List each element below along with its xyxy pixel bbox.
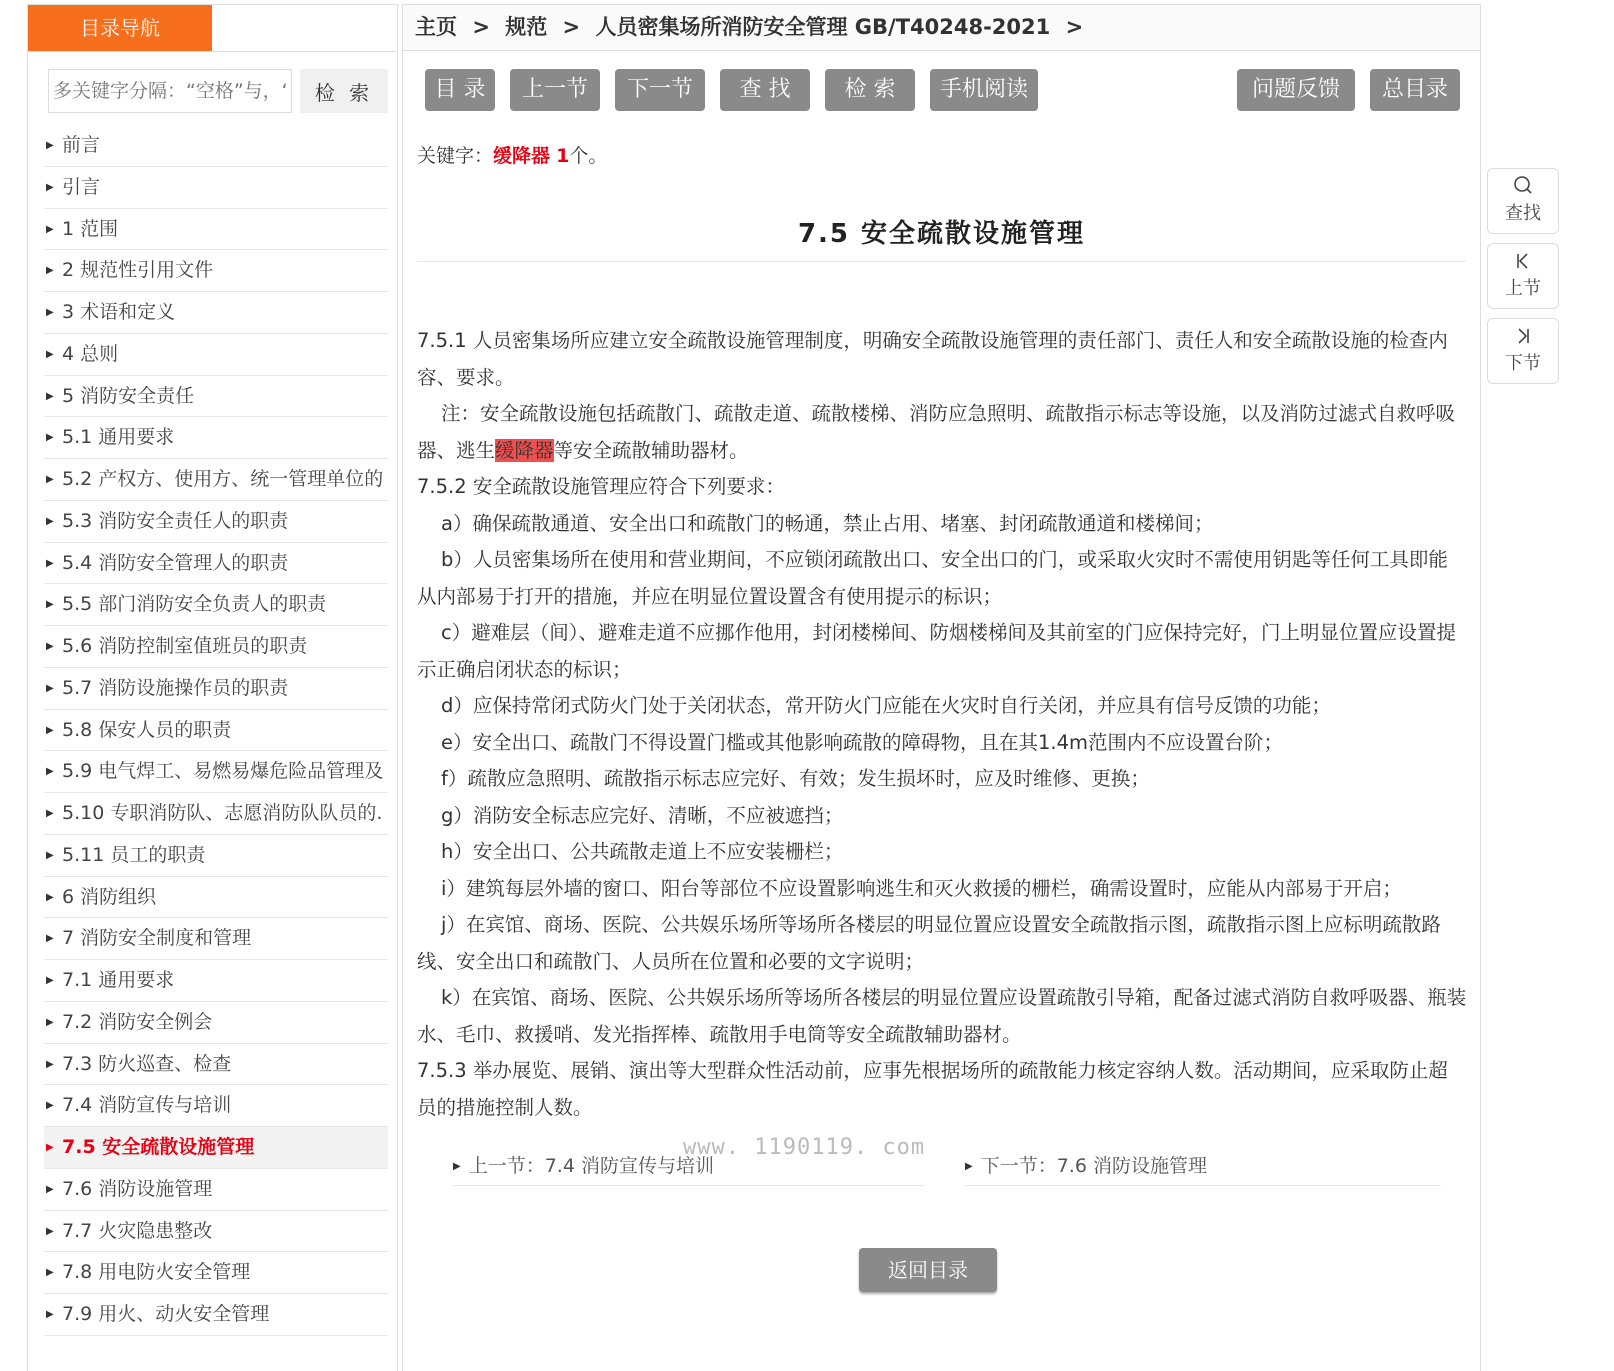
toc-item[interactable] xyxy=(44,918,388,960)
triangle-right-icon: ▶ xyxy=(46,724,54,736)
toc-item-label: 5.9 电气焊工、易燃易爆危险品管理及 xyxy=(62,760,384,783)
toc-item[interactable] xyxy=(44,1085,388,1127)
triangle-right-icon: ▶ xyxy=(46,1058,54,1070)
toc-item[interactable] xyxy=(44,960,388,1002)
toc-item[interactable] xyxy=(44,1044,388,1086)
toc-item[interactable] xyxy=(44,334,388,376)
keyword-prefix: 关键字： xyxy=(417,145,494,167)
list-item-a: a）确保疏散通道、安全出口和疏散门的畅通，禁止占用、堵塞、封闭疏散通道和楼梯间； xyxy=(441,511,1214,535)
toc-item[interactable] xyxy=(44,668,388,710)
toc-item-label: 7.8 用电防火安全管理 xyxy=(62,1261,251,1284)
search-icon xyxy=(1488,173,1558,199)
toc-item-label: 5.2 产权方、使用方、统一管理单位的 xyxy=(62,468,384,490)
toc-item-label: 7.9 用火、动火安全管理 xyxy=(62,1303,270,1325)
toc-item-label: 5.4 消防安全管理人的职责 xyxy=(62,551,289,574)
toc-item-label: 5.10 专职消防队、志愿消防队队员的. xyxy=(62,802,383,824)
breadcrumb-separator: > xyxy=(562,15,581,39)
toc-list xyxy=(44,125,388,1336)
toc-item[interactable] xyxy=(44,751,388,793)
triangle-right-icon: ▶ xyxy=(46,390,54,402)
section-title: 7.5 安全疏散设施管理 xyxy=(797,219,1086,249)
list-item-d: d）应保持常闭式防火门处于关闭状态，常开防火门应能在火灾时自行关闭，并应具有信号反馈的功能； xyxy=(441,694,1331,717)
find-button[interactable]: 查 找 xyxy=(720,69,810,111)
sidebar-search-button[interactable]: 检 索 xyxy=(300,69,388,113)
toc-item[interactable] xyxy=(44,584,388,626)
list-item-b: b）人员密集场所在使用和营业期间，不应锁闭疏散出口、安全出口的门，或采取火灾时不需使用钥匙等任何工具即能从内部易于打开的措施，并应在明显位置设置含有使用提示的标识； xyxy=(417,548,1448,608)
toc-item[interactable] xyxy=(44,125,388,167)
return-toc-button[interactable]: 返回目录 xyxy=(859,1248,997,1292)
toc-item-label: 5.8 保安人员的职责 xyxy=(62,718,232,741)
triangle-right-icon: ▶ xyxy=(453,1160,461,1172)
sidebar-search xyxy=(48,69,388,113)
toc-item-label: 引言 xyxy=(62,175,101,198)
toc-item-label: 5.6 消防控制室值班员的职责 xyxy=(62,635,308,657)
toc-item-label: 5 消防安全责任 xyxy=(62,384,195,407)
section-nav xyxy=(453,1147,1443,1187)
all-toc-button[interactable]: 总目录 xyxy=(1370,69,1460,111)
keyword-term: 缓降器 xyxy=(493,145,551,167)
toc-item-label: 7 消防安全制度和管理 xyxy=(62,927,252,950)
clause-7-5-2: 7.5.2 安全疏散设施管理应符合下列要求： xyxy=(417,475,785,498)
breadcrumb-standards[interactable]: 规范 xyxy=(505,15,548,39)
prev-section-button[interactable]: 上一节 xyxy=(510,69,600,111)
float-next-button[interactable] xyxy=(1487,318,1559,384)
toc-item-label: 7.7 火灾隐患整改 xyxy=(62,1219,213,1242)
toc-item-label: 7.2 消防安全例会 xyxy=(62,1010,213,1033)
toc-item-label: 前言 xyxy=(62,134,101,156)
note-text: 注：安全疏散设施包括疏散门、疏散走道、疏散楼梯、消防应急照明、疏散指示标志等设施，以及消防过滤式自救呼吸器、逃生 xyxy=(417,402,1456,462)
clause-7-5-1: 7.5.1 人员密集场所应建立安全疏散设施管理制度，明确安全疏散设施管理的责任部门、责任人和安全疏散设施的检查内容、要求。 xyxy=(417,329,1448,389)
triangle-right-icon: ▶ xyxy=(46,1016,54,1028)
triangle-right-icon: ▶ xyxy=(46,1100,54,1112)
toc-nav-tab[interactable]: 目录导航 xyxy=(28,5,212,51)
breadcrumb-home[interactable]: 主页 xyxy=(415,15,457,39)
toc-item-label: 3 术语和定义 xyxy=(62,301,176,323)
skip-forward-icon xyxy=(1488,323,1558,349)
toc-item[interactable] xyxy=(44,543,388,585)
triangle-right-icon: ▶ xyxy=(46,766,54,778)
toc-item[interactable] xyxy=(44,1127,388,1169)
toc-item[interactable] xyxy=(44,1169,388,1211)
toc-item[interactable] xyxy=(44,877,388,919)
toc-item[interactable] xyxy=(44,459,388,501)
next-section-link[interactable] xyxy=(965,1147,1441,1186)
note-text-end: 等安全疏散辅助器材。 xyxy=(553,438,749,462)
list-item-c: c）避难层（间）、避难走道不应挪作他用，封闭楼梯间、防烟楼梯间及其前室的门应保持完好，门上明显位置应设置提示正确启闭状态的标识； xyxy=(417,621,1456,681)
title-divider xyxy=(417,261,1466,262)
toc-item-label: 1 范围 xyxy=(62,217,119,240)
toc-item-label: 4 总则 xyxy=(62,342,119,365)
triangle-right-icon: ▶ xyxy=(46,933,54,945)
keyword-count: 1 xyxy=(556,145,570,167)
toc-item-label: 5.7 消防设施操作员的职责 xyxy=(62,676,289,699)
keyword-line xyxy=(417,141,607,168)
toc-item[interactable] xyxy=(44,376,388,418)
toc-sidebar xyxy=(27,4,398,1371)
toc-item-label: 7.4 消防宣传与培训 xyxy=(62,1094,232,1117)
clause-7-5-3: 7.5.3 举办展览、展销、演出等大型群众性活动前，应事先根据场所的疏散能力核定容纳人数。活动期间，应采取防止超员的措施控制人数。 xyxy=(417,1059,1448,1119)
keyword-highlight: 缓降器 xyxy=(495,438,554,462)
prev-section-label: 上一节：7.4 消防宣传与培训 xyxy=(468,1155,714,1177)
triangle-right-icon: ▶ xyxy=(46,1183,54,1195)
toc-item[interactable] xyxy=(44,626,388,668)
toc-button[interactable]: 目 录 xyxy=(425,69,495,111)
triangle-right-icon: ▶ xyxy=(46,307,54,318)
triangle-right-icon: ▶ xyxy=(46,1309,54,1320)
triangle-right-icon: ▶ xyxy=(965,1160,973,1172)
float-prev-button[interactable] xyxy=(1487,243,1559,309)
next-section-label: 下一节：7.6 消防设施管理 xyxy=(980,1155,1207,1177)
triangle-right-icon: ▶ xyxy=(46,181,54,193)
triangle-right-icon: ▶ xyxy=(46,1142,54,1153)
breadcrumb-separator: > xyxy=(472,15,490,39)
breadcrumb-document[interactable]: 人员密集场所消防安全管理 GB/T40248-2021 xyxy=(595,15,1051,39)
skip-back-icon xyxy=(1488,248,1558,274)
toc-item[interactable] xyxy=(44,1002,388,1044)
float-find-label: 查找 xyxy=(1505,203,1541,224)
list-item-e: e）安全出口、疏散门不得设置门槛或其他影响疏散的障碍物，且在其1.4m范围内不应设置台阶； xyxy=(441,730,1284,754)
keyword-suffix: 个。 xyxy=(569,145,608,167)
toc-item[interactable] xyxy=(44,209,388,251)
article-body xyxy=(417,323,1467,1126)
list-item-g: g）消防安全标志应完好、清晰，不应被遮挡； xyxy=(441,803,844,827)
triangle-right-icon: ▶ xyxy=(46,682,54,694)
clause-note xyxy=(417,396,1467,469)
list-item-i: i）建筑每层外墙的窗口、阳台等部位不应设置影响逃生和灭火救援的栅栏，确需设置时，应能从内部易于开启； xyxy=(441,876,1402,900)
triangle-right-icon: ▶ xyxy=(46,641,54,652)
toc-item[interactable] xyxy=(44,835,388,877)
float-next-label: 下节 xyxy=(1505,353,1541,374)
triangle-right-icon: ▶ xyxy=(46,1267,54,1279)
breadcrumb xyxy=(403,5,1480,51)
list-item-f: f）疏散应急照明、疏散指示标志应完好、有效；发生损坏时，应及时维修、更换； xyxy=(441,767,1150,790)
triangle-right-icon: ▶ xyxy=(46,975,54,986)
toc-item-label: 2 规范性引用文件 xyxy=(62,259,214,282)
toc-item[interactable] xyxy=(44,1211,388,1253)
list-item-j: j）在宾馆、商场、医院、公共娱乐场所等场所各楼层的明显位置应设置安全疏散指示图，疏散指示图上应标明疏散路线、安全出口和疏散门、人员所在位置和必要的文字说明； xyxy=(417,913,1441,973)
toc-item-label: 7.3 防火巡查、检查 xyxy=(62,1052,232,1075)
triangle-right-icon: ▶ xyxy=(46,432,54,444)
toc-item-label: 6 消防组织 xyxy=(62,885,157,908)
toc-item[interactable] xyxy=(44,292,388,334)
toolbar xyxy=(425,69,1460,113)
triangle-right-icon: ▶ xyxy=(46,849,54,861)
toc-item-label: 5.1 通用要求 xyxy=(62,426,175,449)
triangle-right-icon: ▶ xyxy=(46,891,54,903)
triangle-right-icon: ▶ xyxy=(46,515,54,527)
toc-item[interactable] xyxy=(44,1252,388,1294)
toc-item-label: 7.5 安全疏散设施管理 xyxy=(62,1136,255,1158)
watermark: www. 1190119. com xyxy=(683,1135,926,1160)
toc-item[interactable] xyxy=(44,793,388,835)
toc-item-label: 7.6 消防设施管理 xyxy=(62,1177,213,1200)
mobile-read-button[interactable]: 手机阅读 xyxy=(930,69,1038,111)
toc-item-label: 5.5 部门消防安全负责人的职责 xyxy=(62,593,327,616)
triangle-right-icon: ▶ xyxy=(46,557,54,569)
sidebar-header xyxy=(28,5,397,52)
toc-item-label: 7.1 通用要求 xyxy=(62,969,175,991)
search-button[interactable]: 检 索 xyxy=(825,69,915,111)
breadcrumb-separator: > xyxy=(1065,15,1084,39)
triangle-right-icon: ▶ xyxy=(46,265,54,277)
next-section-button[interactable]: 下一节 xyxy=(615,69,705,111)
triangle-right-icon: ▶ xyxy=(46,599,54,611)
triangle-right-icon: ▶ xyxy=(46,348,54,360)
triangle-right-icon: ▶ xyxy=(46,140,54,151)
triangle-right-icon: ▶ xyxy=(46,223,54,235)
list-item-h: h）安全出口、公共疏散走道上不应安装栅栏； xyxy=(441,840,844,863)
main-content xyxy=(402,4,1481,1371)
toc-item[interactable] xyxy=(44,710,388,752)
triangle-right-icon: ▶ xyxy=(46,808,54,819)
toc-item-label: 5.11 员工的职责 xyxy=(62,843,206,866)
toc-item[interactable] xyxy=(44,1294,388,1336)
float-find-button[interactable] xyxy=(1487,168,1559,234)
toc-item[interactable] xyxy=(44,250,388,292)
toc-item-label: 5.3 消防安全责任人的职责 xyxy=(62,509,289,532)
float-prev-label: 上节 xyxy=(1505,278,1541,299)
triangle-right-icon: ▶ xyxy=(46,1225,54,1237)
toc-item[interactable] xyxy=(44,167,388,209)
keyword-search-input[interactable] xyxy=(48,69,292,113)
feedback-button[interactable]: 问题反馈 xyxy=(1237,69,1355,111)
list-item-k: k）在宾馆、商场、医院、公共娱乐场所等场所各楼层的明显位置应设置疏散引导箱，配备过滤式消防自救呼吸器、瓶装水、毛巾、救援哨、发光指挥棒、疏散用手电筒等安全疏散辅助器材。 xyxy=(417,986,1467,1046)
toc-item[interactable] xyxy=(44,417,388,459)
toc-item[interactable] xyxy=(44,501,388,543)
triangle-right-icon: ▶ xyxy=(46,474,54,485)
